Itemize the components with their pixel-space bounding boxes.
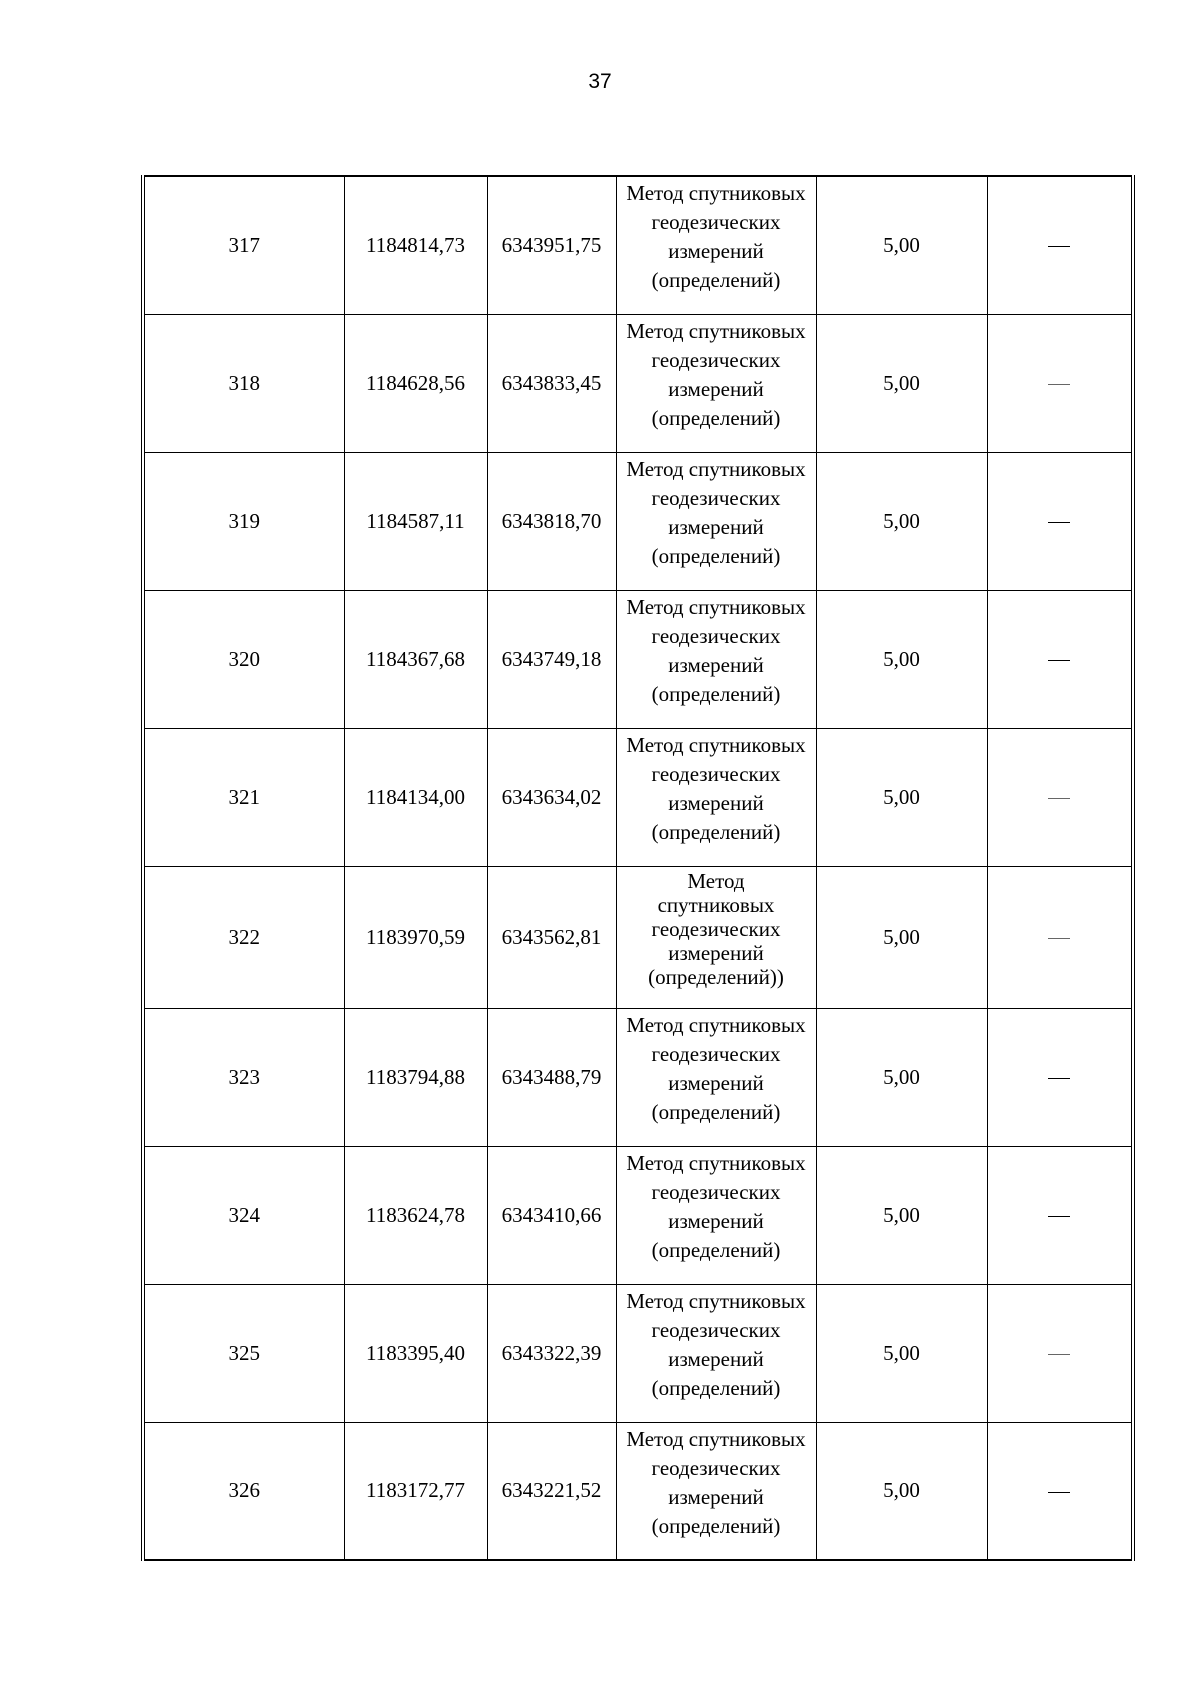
- x-coordinate-cell: 1184587,11: [344, 452, 487, 590]
- dash-mark: [1048, 1216, 1070, 1217]
- method-line: измерений: [668, 940, 764, 965]
- point-number-cell: 320: [143, 590, 344, 728]
- note-cell: [987, 728, 1133, 866]
- method-line: Метод спутниковых: [626, 594, 806, 619]
- dash-mark: [1048, 798, 1070, 799]
- method-line: (определений): [651, 1099, 781, 1124]
- dash-mark: [1048, 246, 1070, 247]
- table-row: [143, 176, 1133, 314]
- table-row: [143, 1284, 1133, 1422]
- method-line: Метод спутниковых: [626, 456, 806, 481]
- method-line: измерений: [668, 514, 764, 539]
- table-row: [143, 314, 1133, 452]
- dash-mark: [1048, 1354, 1070, 1355]
- method-line: Метод спутниковых: [626, 1288, 806, 1313]
- method-line: (определений)): [648, 964, 784, 989]
- method-line: измерений: [668, 1484, 764, 1509]
- method-line: Метод спутниковых: [626, 1150, 806, 1175]
- accuracy-cell: 5,00: [816, 590, 987, 728]
- x-coordinate-cell: 1183395,40: [344, 1284, 487, 1422]
- method-cell: [616, 1008, 816, 1146]
- y-coordinate-cell: 6343634,02: [487, 728, 616, 866]
- y-coordinate-cell: 6343749,18: [487, 590, 616, 728]
- note-cell: [987, 1284, 1133, 1422]
- method-cell: [616, 176, 816, 314]
- accuracy-cell: 5,00: [816, 1284, 987, 1422]
- method-line: измерений: [668, 239, 764, 263]
- note-cell: [987, 314, 1133, 452]
- method-line: Метод спутниковых: [626, 732, 806, 757]
- x-coordinate-cell: 1183624,78: [344, 1146, 487, 1284]
- method-line: измерений: [668, 652, 764, 677]
- method-line: геодезических: [651, 1455, 781, 1480]
- dash-mark: [1048, 660, 1070, 661]
- table-row: [143, 452, 1133, 590]
- y-coordinate-cell: 6343818,70: [487, 452, 616, 590]
- x-coordinate-cell: 1184628,56: [344, 314, 487, 452]
- method-cell: [616, 1284, 816, 1422]
- method-line: Метод спутниковых: [626, 1426, 806, 1451]
- method-line: геодезических: [651, 623, 781, 648]
- method-line: (определений): [651, 681, 781, 706]
- note-cell: [987, 1422, 1133, 1560]
- y-coordinate-cell: 6343410,66: [487, 1146, 616, 1284]
- x-coordinate-cell: 1183172,77: [344, 1422, 487, 1560]
- note-cell: [987, 1146, 1133, 1284]
- point-number-cell: 324: [143, 1146, 344, 1284]
- note-cell: [987, 1008, 1133, 1146]
- y-coordinate-cell: 6343488,79: [487, 1008, 616, 1146]
- method-cell: [616, 866, 816, 1008]
- method-line: (определений): [651, 268, 781, 292]
- note-cell: [987, 452, 1133, 590]
- point-number-cell: 323: [143, 1008, 344, 1146]
- y-coordinate-cell: 6343833,45: [487, 314, 616, 452]
- method-line: геодезических: [651, 916, 781, 941]
- table-row: [143, 1422, 1133, 1560]
- method-cell: [616, 590, 816, 728]
- method-line: измерений: [668, 1208, 764, 1233]
- coordinates-table-wrapper: [141, 175, 1131, 1561]
- point-number-cell: 325: [143, 1284, 344, 1422]
- table-row: [143, 1008, 1133, 1146]
- method-line: (определений): [651, 405, 781, 430]
- accuracy-cell: 5,00: [816, 1146, 987, 1284]
- accuracy-cell: 5,00: [816, 314, 987, 452]
- method-line: геодезических: [651, 1041, 781, 1066]
- method-line: спутниковых: [657, 892, 775, 917]
- method-line: геодезических: [651, 210, 781, 234]
- method-line: измерений: [668, 790, 764, 815]
- point-number-cell: 326: [143, 1422, 344, 1560]
- table-row: [143, 866, 1133, 1008]
- table-row: [143, 1146, 1133, 1284]
- accuracy-cell: 5,00: [816, 1422, 987, 1560]
- y-coordinate-cell: 6343951,75: [487, 176, 616, 314]
- method-line: (определений): [651, 543, 781, 568]
- accuracy-cell: 5,00: [816, 452, 987, 590]
- method-line: геодезических: [651, 761, 781, 786]
- point-number-cell: 319: [143, 452, 344, 590]
- method-line: Метод спутниковых: [626, 318, 806, 343]
- method-line: (определений): [651, 1375, 781, 1400]
- table-body: [143, 176, 1133, 1560]
- dash-mark: [1048, 1492, 1070, 1493]
- coordinates-table: [141, 175, 1135, 1561]
- note-cell: [987, 176, 1133, 314]
- method-line: геодезических: [651, 347, 781, 372]
- method-line: измерений: [668, 376, 764, 401]
- note-cell: [987, 590, 1133, 728]
- method-line: (определений): [651, 1513, 781, 1538]
- method-line: геодезических: [651, 485, 781, 510]
- method-line: измерений: [668, 1070, 764, 1095]
- x-coordinate-cell: 1184134,00: [344, 728, 487, 866]
- y-coordinate-cell: 6343562,81: [487, 866, 616, 1008]
- method-cell: [616, 728, 816, 866]
- x-coordinate-cell: 1183794,88: [344, 1008, 487, 1146]
- dash-mark: [1048, 938, 1070, 939]
- table-row: [143, 590, 1133, 728]
- method-line: Метод: [687, 868, 745, 893]
- method-cell: [616, 1422, 816, 1560]
- point-number-cell: 321: [143, 728, 344, 866]
- method-cell: [616, 452, 816, 590]
- method-line: Метод спутниковых: [626, 1012, 806, 1037]
- method-line: (определений): [651, 819, 781, 844]
- method-cell: [616, 1146, 816, 1284]
- method-cell: [616, 314, 816, 452]
- point-number-cell: 317: [143, 176, 344, 314]
- y-coordinate-cell: 6343221,52: [487, 1422, 616, 1560]
- table-row: [143, 728, 1133, 866]
- note-cell: [987, 866, 1133, 1008]
- point-number-cell: 322: [143, 866, 344, 1008]
- x-coordinate-cell: 1184814,73: [344, 176, 487, 314]
- accuracy-cell: 5,00: [816, 866, 987, 1008]
- accuracy-cell: 5,00: [816, 1008, 987, 1146]
- x-coordinate-cell: 1184367,68: [344, 590, 487, 728]
- method-line: (определений): [651, 1237, 781, 1262]
- accuracy-cell: 5,00: [816, 728, 987, 866]
- method-line: Метод спутниковых: [626, 181, 806, 205]
- method-line: измерений: [668, 1346, 764, 1371]
- dash-mark: [1048, 522, 1070, 523]
- y-coordinate-cell: 6343322,39: [487, 1284, 616, 1422]
- page-number: 37: [588, 70, 612, 93]
- dash-mark: [1048, 384, 1070, 385]
- x-coordinate-cell: 1183970,59: [344, 866, 487, 1008]
- dash-mark: [1048, 1078, 1070, 1079]
- point-number-cell: 318: [143, 314, 344, 452]
- method-line: геодезических: [651, 1179, 781, 1204]
- accuracy-cell: 5,00: [816, 176, 987, 314]
- method-line: геодезических: [651, 1317, 781, 1342]
